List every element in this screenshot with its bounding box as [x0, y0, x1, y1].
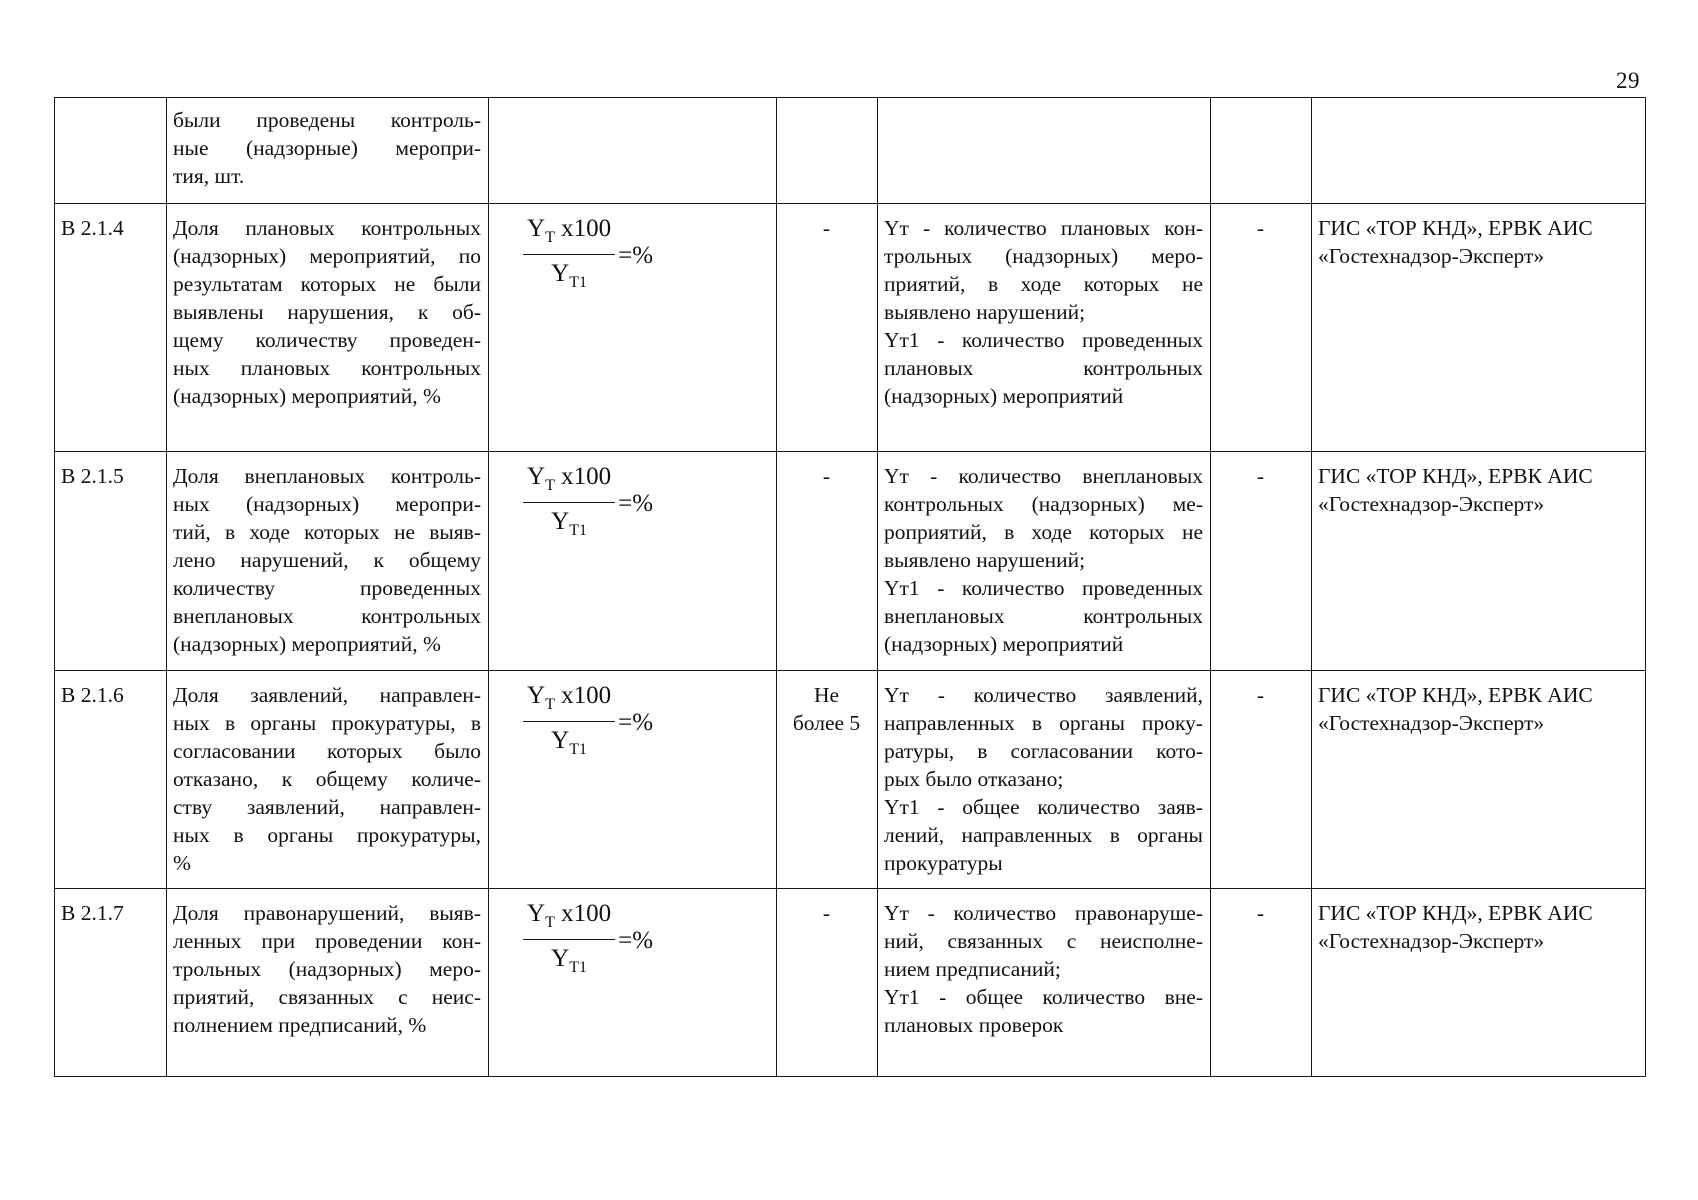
target-cell: -: [777, 452, 878, 671]
target-line: Не: [813, 683, 840, 707]
page-number: 29: [1616, 68, 1640, 93]
comment-line: направленных в органы проку-: [884, 711, 1203, 735]
indicator-cell: [167, 452, 489, 671]
comment-line: Yт1 - общее количество вне-: [884, 985, 1203, 1009]
ratio-formula: $\frac{Y_T x100}{Y_{T1}}$ =%: [523, 462, 653, 546]
table-row: [55, 452, 1646, 671]
indicator-cell: [167, 889, 489, 1077]
source-cell: [1312, 452, 1646, 671]
indicator-line: ных в органы прокуратуры,: [173, 823, 481, 847]
comment-line: плановых контрольных: [884, 356, 1203, 380]
comment-cell: [878, 889, 1211, 1077]
indicator-line: (надзорных) мероприятий, %: [173, 384, 441, 408]
source-line: «Гостехнадзор-Эксперт»: [1318, 244, 1545, 268]
threshold-cell: -: [1211, 452, 1312, 671]
comment-line: трольных (надзорных) меро-: [884, 244, 1203, 268]
code-cell: В 2.1.7: [55, 889, 167, 1077]
indicator-line: ных плановых контрольных: [173, 356, 481, 380]
comment-line: Yт - количество заявлений,: [884, 683, 1203, 707]
source-line: ГИС «ТОР КНД», ЕРВК АИС: [1318, 464, 1593, 488]
ratio-formula: $\frac{Y_T x100}{Y_{T1}}$ =%: [523, 681, 653, 765]
indicator-cell: [167, 204, 489, 452]
indicator-line: ных (надзорных) меропри-: [173, 492, 481, 516]
threshold-cell: -: [1211, 671, 1312, 889]
comment-line: Yт - количество внеплановых: [884, 464, 1203, 488]
comment-cell: [878, 98, 1211, 204]
source-cell: [1312, 204, 1646, 452]
comment-line: выявлено нарушений;: [884, 300, 1086, 324]
comment-line: Yт - количество плановых кон-: [884, 216, 1203, 240]
comment-line: прокуратуры: [884, 851, 1003, 875]
comment-cell: [878, 671, 1211, 889]
indicator-line: лено нарушений, к общему: [173, 548, 481, 572]
threshold-cell: -: [1211, 889, 1312, 1077]
target-cell: [777, 671, 878, 889]
indicator-cell: [167, 671, 489, 889]
indicator-line: ленных при проведении кон-: [173, 929, 481, 953]
source-line: ГИС «ТОР КНД», ЕРВК АИС: [1318, 216, 1593, 240]
comment-line: ратуры, в согласовании кото-: [884, 739, 1203, 763]
table-row-continuation: [55, 98, 1646, 204]
indicator-line: щему количеству проведен-: [173, 328, 481, 352]
indicator-line: отказано, к общему количе-: [173, 767, 481, 791]
comment-line: Yт1 - количество проведенных: [884, 576, 1203, 600]
indicator-cell: [167, 98, 489, 204]
comment-cell: [878, 452, 1211, 671]
comment-line: (надзорных) мероприятий: [884, 384, 1124, 408]
comment-line: (надзорных) мероприятий: [884, 632, 1124, 656]
formula-cell: [489, 204, 777, 452]
source-line: ГИС «ТОР КНД», ЕРВК АИС: [1318, 901, 1593, 925]
comment-line: контрольных (надзорных) ме-: [884, 492, 1203, 516]
comment-cell: [878, 204, 1211, 452]
formula-cell: [489, 671, 777, 889]
threshold-cell: -: [1211, 204, 1312, 452]
indicator-line: тий, в ходе которых не выяв-: [173, 520, 481, 544]
code-cell: В 2.1.6: [55, 671, 167, 889]
indicator-line: Доля правонарушений, выяв-: [173, 901, 481, 925]
comment-line: лений, направленных в органы: [884, 823, 1203, 847]
indicator-line: выявлены нарушения, к об-: [173, 300, 481, 324]
indicator-line: Доля плановых контрольных: [173, 216, 481, 240]
comment-line: Yт1 - количество проведенных: [884, 328, 1203, 352]
comment-line: внеплановых контрольных: [884, 604, 1203, 628]
indicator-line: тия, шт.: [173, 164, 245, 188]
indicator-line: приятий, связанных с неис-: [173, 985, 481, 1009]
target-line: более 5: [792, 711, 861, 735]
indicator-line: результатам которых не были: [173, 272, 481, 296]
indicator-line: трольных (надзорных) меро-: [173, 957, 481, 981]
comment-line: роприятий, в ходе которых не: [884, 520, 1203, 544]
ratio-formula: $\frac{Y_T x100}{Y_{T1}}$ =%: [523, 899, 653, 983]
table-row: [55, 204, 1646, 452]
target-cell: -: [777, 889, 878, 1077]
formula-cell: [489, 98, 777, 204]
indicator-line: %: [173, 851, 191, 875]
indicator-line: ные (надзорные) меропри-: [173, 136, 481, 160]
code-cell: [55, 98, 167, 204]
source-line: «Гостехнадзор-Эксперт»: [1318, 492, 1545, 516]
source-cell: [1312, 671, 1646, 889]
source-line: «Гостехнадзор-Эксперт»: [1318, 711, 1545, 735]
indicator-line: (надзорных) мероприятий, %: [173, 632, 441, 656]
source-cell: [1312, 98, 1646, 204]
code-cell: В 2.1.4: [55, 204, 167, 452]
indicators-table: [54, 97, 1646, 1077]
indicator-line: (надзорных) мероприятий, по: [173, 244, 481, 268]
table-row: [55, 671, 1646, 889]
comment-line: нием предписаний;: [884, 957, 1061, 981]
threshold-cell: [1211, 98, 1312, 204]
target-cell: -: [777, 204, 878, 452]
comment-line: ний, связанных с неисполне-: [884, 929, 1203, 953]
formula-cell: [489, 889, 777, 1077]
indicator-line: ных в органы прокуратуры, в: [173, 711, 481, 735]
comment-line: плановых проверок: [884, 1013, 1064, 1037]
comment-line: выявлено нарушений;: [884, 548, 1086, 572]
comment-line: Yт1 - общее количество заяв-: [884, 795, 1203, 819]
formula-cell: [489, 452, 777, 671]
ratio-formula: $\frac{Y_T x100}{Y_{T1}}$ =%: [523, 214, 653, 298]
indicator-line: внеплановых контрольных: [173, 604, 481, 628]
source-line: ГИС «ТОР КНД», ЕРВК АИС: [1318, 683, 1593, 707]
source-cell: [1312, 889, 1646, 1077]
indicator-line: Доля заявлений, направлен-: [173, 683, 481, 707]
indicator-line: согласовании которых было: [173, 739, 481, 763]
table-row: [55, 889, 1646, 1077]
indicator-line: ству заявлений, направлен-: [173, 795, 481, 819]
comment-line: Yт - количество правонаруше-: [884, 901, 1203, 925]
comment-line: рых было отказано;: [884, 767, 1064, 791]
indicator-line: количеству проведенных: [173, 576, 481, 600]
indicator-line: были проведены контроль-: [173, 108, 481, 132]
target-cell: [777, 98, 878, 204]
source-line: «Гостехнадзор-Эксперт»: [1318, 929, 1545, 953]
code-cell: В 2.1.5: [55, 452, 167, 671]
indicator-line: полнением предписаний, %: [173, 1013, 427, 1037]
comment-line: приятий, в ходе которых не: [884, 272, 1203, 296]
indicator-line: Доля внеплановых контроль-: [173, 464, 481, 488]
